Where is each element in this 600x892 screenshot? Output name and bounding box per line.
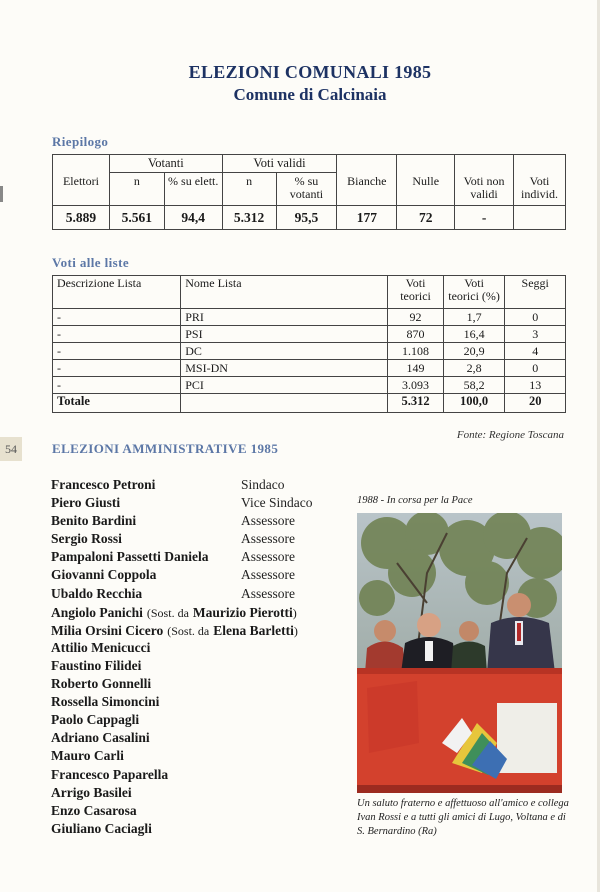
row-nome: PRI xyxy=(181,309,388,326)
list-item xyxy=(51,676,351,694)
row-nome: MSI-DN xyxy=(181,360,388,377)
list-item xyxy=(51,604,351,622)
row-voti: 1.108 xyxy=(388,343,444,360)
col-votanti-n: n xyxy=(109,173,164,206)
list-item xyxy=(51,821,351,839)
group-votanti: Votanti xyxy=(109,155,222,173)
list-item xyxy=(51,640,351,658)
val-bianche: 177 xyxy=(337,206,397,230)
row-nome: PCI xyxy=(181,377,388,394)
list-item xyxy=(51,549,351,567)
col-su-elett: % su elett. xyxy=(164,173,222,206)
col-voti-individ: Voti individ. xyxy=(513,173,565,206)
list-item xyxy=(51,803,351,821)
row-seggi: 3 xyxy=(505,326,566,343)
binding-mark xyxy=(0,186,3,202)
table-row xyxy=(53,343,566,360)
member-name: Pampaloni Passetti Daniela xyxy=(51,549,209,565)
member-role: Assessore xyxy=(241,549,295,565)
member-name: Mauro Carli xyxy=(51,748,124,764)
table-row xyxy=(53,377,566,394)
member-role: Sindaco xyxy=(241,477,285,492)
row-pct: 1,7 xyxy=(443,309,505,326)
row-desc: - xyxy=(53,360,181,377)
substitution-close: ) xyxy=(292,605,297,620)
member-name: Arrigo Basilei xyxy=(51,784,132,800)
member-name: Francesco Petroni xyxy=(51,477,156,492)
list-item xyxy=(51,477,351,495)
member-name: Enzo Casarosa xyxy=(51,802,137,818)
totale-pct: 100,0 xyxy=(443,394,505,413)
list-item xyxy=(51,531,351,549)
riepilogo-table xyxy=(52,154,566,230)
row-desc: - xyxy=(53,377,181,394)
totale-voti: 5.312 xyxy=(388,394,444,413)
row-desc: - xyxy=(53,309,181,326)
list-item xyxy=(51,694,351,712)
liste-header-row xyxy=(53,276,566,309)
row-seggi: 13 xyxy=(505,377,566,394)
val-votanti-pct: 94,4 xyxy=(164,206,222,230)
member-role: Assessore xyxy=(241,567,295,583)
col-voti-teorici-pct: Voti teorici (%) xyxy=(443,276,505,309)
col-nulle: Nulle xyxy=(397,173,455,206)
member-role: Assessore xyxy=(241,531,295,547)
list-item xyxy=(51,748,351,766)
row-pct: 2,8 xyxy=(443,360,505,377)
col-voti-teorici: Voti teorici xyxy=(388,276,444,309)
member-name: Giuliano Caciagli xyxy=(51,820,152,836)
group-voti-validi: Voti validi xyxy=(222,155,337,173)
member-name: Benito Bardini xyxy=(51,513,137,529)
member-name: Angiolo Panichi xyxy=(51,604,143,620)
val-validi-pct: 95,5 xyxy=(276,206,337,230)
row-voti: 3.093 xyxy=(388,377,444,394)
col-seggi: Seggi xyxy=(505,276,566,309)
member-role: Assessore xyxy=(241,513,295,529)
photo-caption-bottom: Un saluto fraterno e affettuoso all'amico e collega Ivan Rossi e a tutti gli amici di Lugo, Voltana e di S. Bernardino (Ra) xyxy=(357,798,569,837)
liste-heading: Voti alle liste xyxy=(52,255,130,270)
substitute-name: Maurizio Pierotti xyxy=(192,604,293,620)
col-bianche: Bianche xyxy=(337,173,397,206)
col-nome-lista: Nome Lista xyxy=(181,276,388,309)
member-name: Roberto Gonnelli xyxy=(51,676,152,692)
row-seggi: 4 xyxy=(505,343,566,360)
row-desc: - xyxy=(53,326,181,343)
val-non-validi: - xyxy=(455,206,514,230)
row-nome: PSI xyxy=(181,326,388,343)
source-note: Fonte: Regione Toscana xyxy=(456,429,564,441)
member-name: Adriano Casalini xyxy=(51,730,150,746)
table-row xyxy=(53,360,566,377)
table-row xyxy=(53,326,566,343)
val-validi-n: 5.312 xyxy=(222,206,276,230)
member-name: Milia Orsini Cicero xyxy=(51,622,164,638)
col-descrizione: Descrizione Lista xyxy=(53,276,181,309)
col-su-votanti: % su votanti xyxy=(276,173,337,206)
row-voti: 149 xyxy=(388,360,444,377)
page-subtitle: Comune di Calcinaia xyxy=(233,85,387,104)
row-voti: 92 xyxy=(388,309,444,326)
row-voti: 870 xyxy=(388,326,444,343)
list-item xyxy=(51,567,351,585)
member-name: Giovanni Coppola xyxy=(51,567,157,583)
member-name: Attilio Menicucci xyxy=(51,639,151,655)
list-item xyxy=(51,767,351,785)
member-name: Paolo Cappagli xyxy=(51,712,140,728)
row-pct: 58,2 xyxy=(443,377,505,394)
substitution-note: (Sost. da xyxy=(167,623,210,638)
member-name: Piero Giusti xyxy=(51,495,121,511)
member-name: Ubaldo Recchia xyxy=(51,585,143,601)
list-item xyxy=(51,730,351,748)
member-role: Assessore xyxy=(241,585,295,601)
row-desc: - xyxy=(53,343,181,360)
list-item xyxy=(51,495,351,513)
table-row xyxy=(53,309,566,326)
val-elettori: 5.889 xyxy=(53,206,110,230)
substitution-close: ) xyxy=(293,623,298,638)
substitution-note: (Sost. da xyxy=(146,605,189,620)
riepilogo-header-row xyxy=(53,173,566,206)
row-pct: 16,4 xyxy=(443,326,505,343)
row-pct: 20,9 xyxy=(443,343,505,360)
event-photo xyxy=(357,513,562,793)
val-nulle: 72 xyxy=(397,206,455,230)
col-voti-non-validi: Voti non validi xyxy=(455,173,514,206)
col-validi-n: n xyxy=(222,173,276,206)
row-seggi: 0 xyxy=(505,360,566,377)
member-name: Sergio Rossi xyxy=(51,531,122,547)
val-individ xyxy=(513,206,565,230)
totale-label: Totale xyxy=(53,394,181,413)
list-item xyxy=(51,712,351,730)
col-elettori: Elettori xyxy=(53,173,110,206)
totale-row xyxy=(53,394,566,413)
member-name: Francesco Paparella xyxy=(51,766,169,782)
substitute-name: Elena Barletti xyxy=(213,622,294,638)
list-item xyxy=(51,785,351,803)
member-name: Rossella Simoncini xyxy=(51,694,160,710)
member-name: Faustino Filidei xyxy=(51,657,142,673)
members-list xyxy=(51,477,351,839)
page-title: ELEZIONI COMUNALI 1985 xyxy=(188,62,432,82)
liste-table xyxy=(52,275,566,413)
admin-heading: ELEZIONI AMMINISTRATIVE 1985 xyxy=(52,441,279,456)
page-number: 54 xyxy=(0,437,22,461)
riepilogo-group-row xyxy=(53,155,566,173)
row-seggi: 0 xyxy=(505,309,566,326)
list-item xyxy=(51,658,351,676)
riepilogo-values-row xyxy=(53,206,566,230)
totale-seggi: 20 xyxy=(505,394,566,413)
row-nome: DC xyxy=(181,343,388,360)
riepilogo-heading: Riepilogo xyxy=(52,134,109,149)
list-item xyxy=(51,586,351,604)
list-item xyxy=(51,513,351,531)
photo-caption-top: 1988 - In corsa per la Pace xyxy=(357,495,473,506)
val-votanti-n: 5.561 xyxy=(109,206,164,230)
list-item xyxy=(51,622,351,640)
member-role: Vice Sindaco xyxy=(241,495,313,511)
